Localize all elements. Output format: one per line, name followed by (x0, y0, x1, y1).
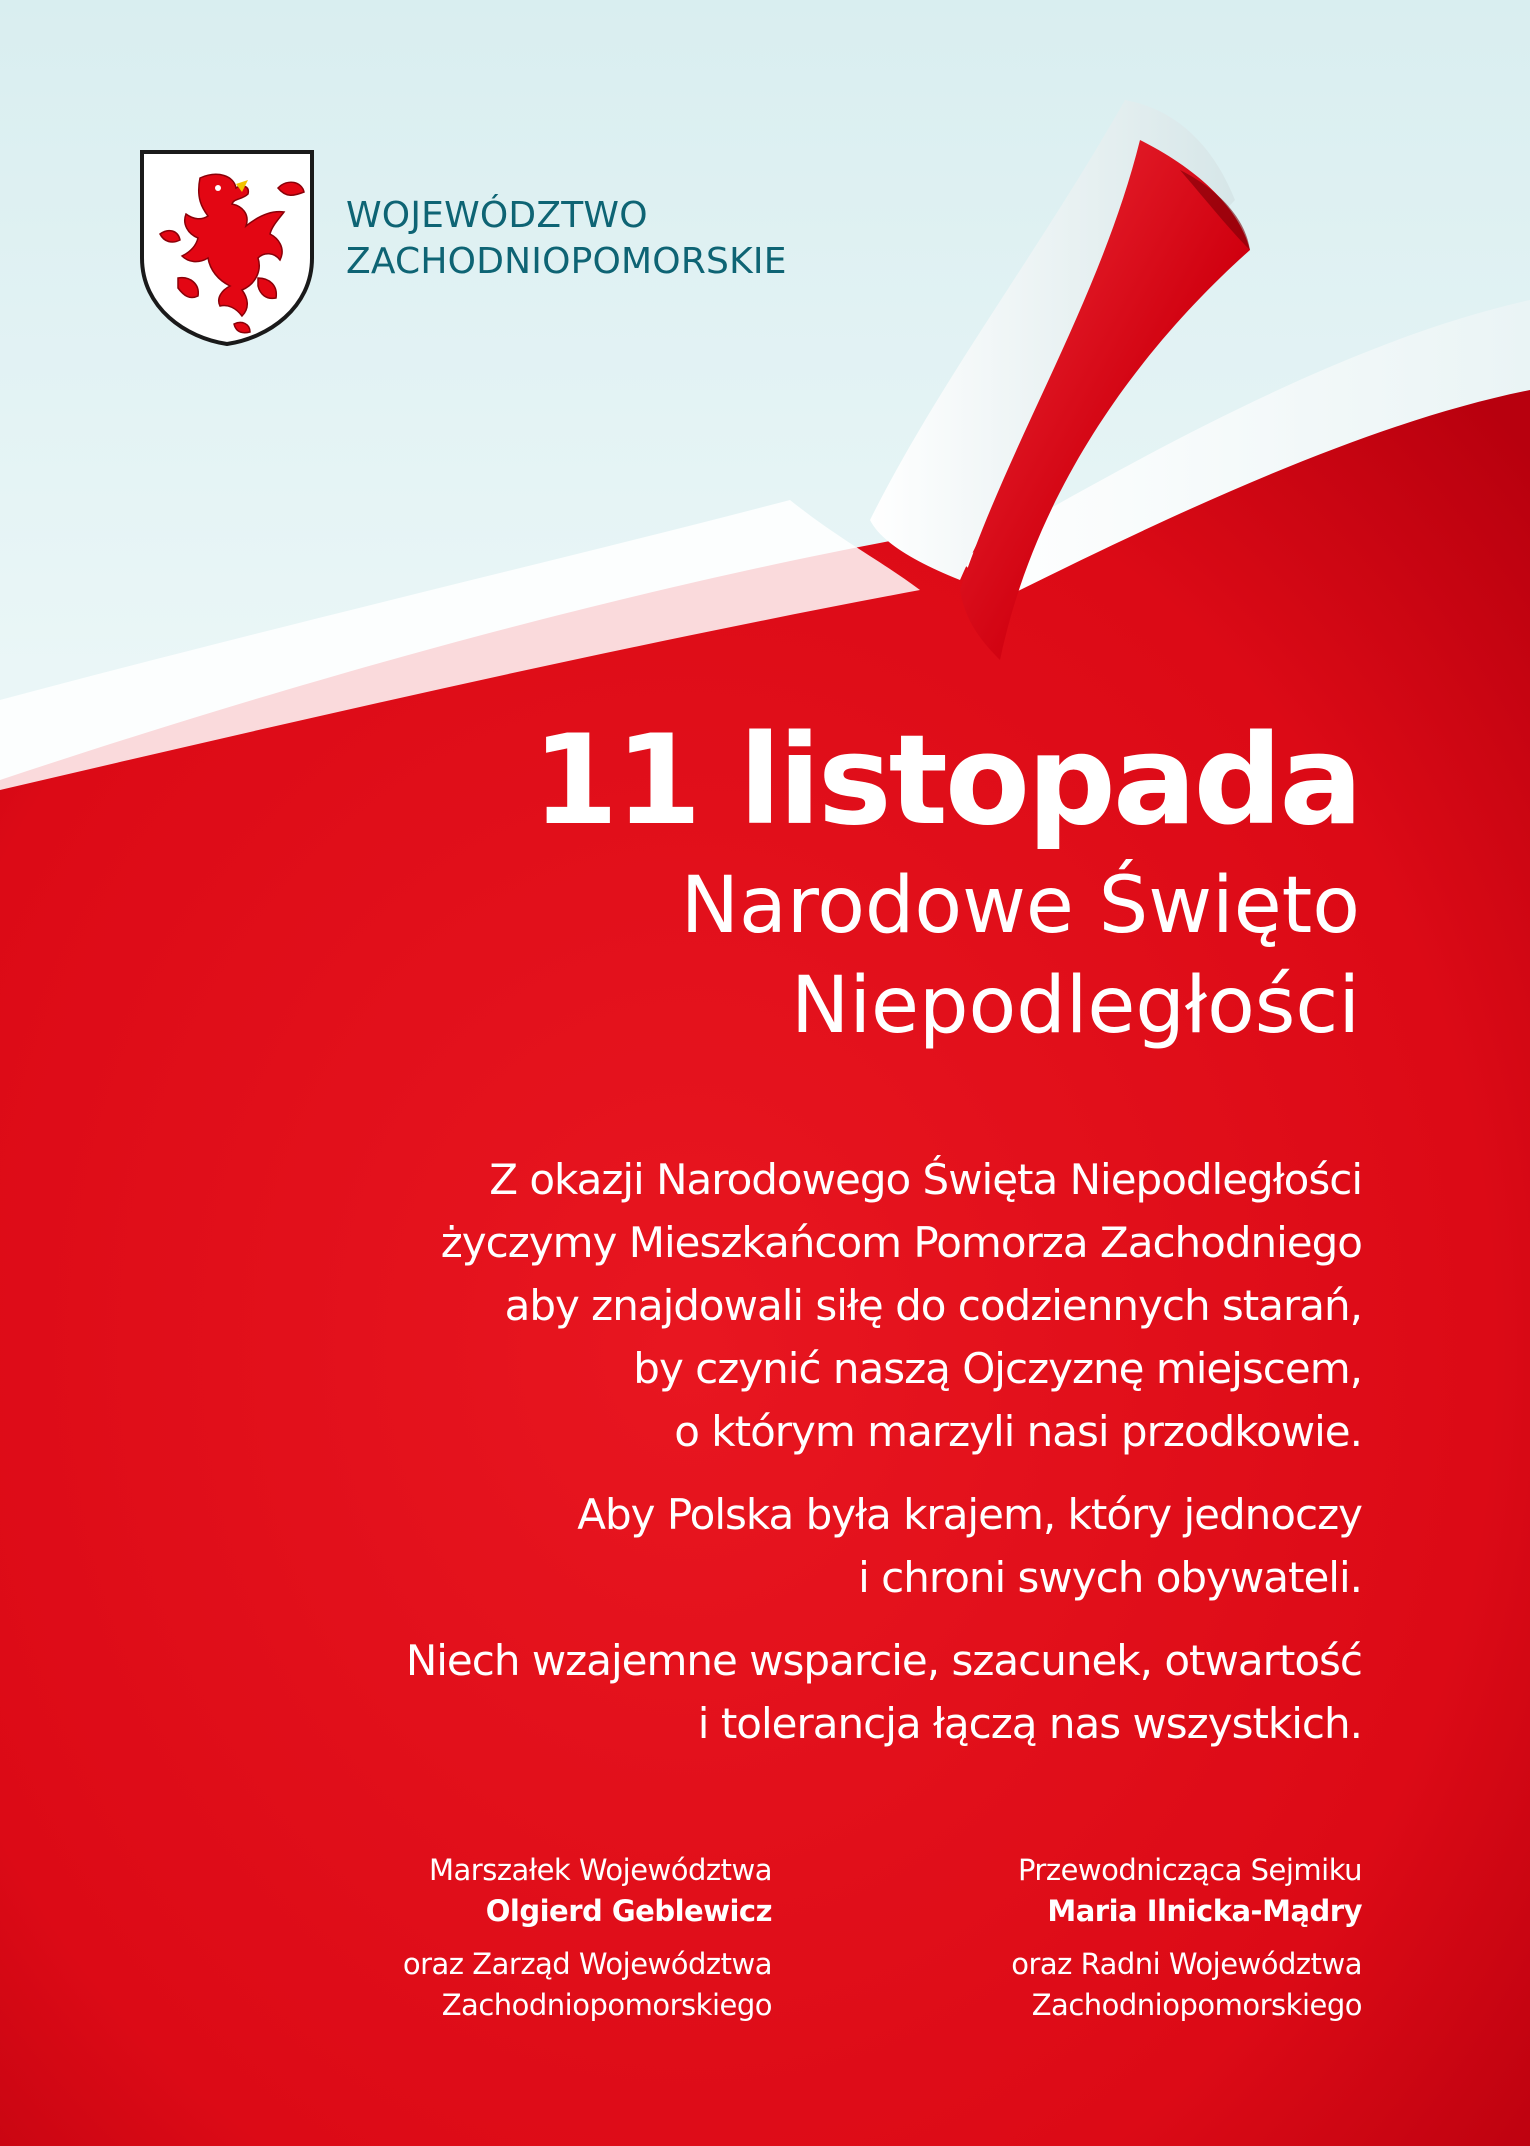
griffin-crest-icon (138, 148, 316, 348)
signature-extra: Zachodniopomorskiego (441, 1988, 772, 2022)
signature-title: Marszałek Województwa (429, 1853, 772, 1887)
wishes-line: aby znajdowali siłę do codziennych starań, (504, 1281, 1362, 1330)
wishes-line: o którym marzyli nasi przodkowie. (674, 1407, 1362, 1456)
region-name-line2: ZACHODNIOPOMORSKIE (346, 241, 787, 282)
signature-chairwoman (1011, 1850, 1362, 2026)
signature-title: Przewodnicząca Sejmiku (1017, 1853, 1362, 1887)
wishes-text (406, 1148, 1362, 1775)
headline (532, 706, 1360, 1056)
wishes-line: Niech wzajemne wsparcie, szacunek, otwartość (405, 1636, 1362, 1685)
signature-extra: oraz Zarząd Województwa (402, 1947, 772, 1981)
holiday-name-line2: Niepodległości (790, 961, 1360, 1051)
signature-name: Maria Ilnicka-Mądry (1047, 1894, 1362, 1928)
wishes-paragraph-1 (406, 1148, 1362, 1463)
wishes-line: Z okazji Narodowego Święta Niepodległości (489, 1155, 1362, 1204)
signature-marshal (403, 1850, 772, 2026)
wishes-line: Aby Polska była krajem, który jednoczy (577, 1490, 1362, 1539)
wishes-line: i chroni swych obywateli. (858, 1553, 1362, 1602)
holiday-name-line1: Narodowe Święto (680, 861, 1360, 951)
wishes-line: i tolerancja łączą nas wszystkich. (697, 1699, 1362, 1748)
signature-name: Olgierd Geblewicz (485, 1894, 772, 1928)
wishes-paragraph-3 (406, 1629, 1362, 1755)
region-name-line1: WOJEWÓDZTWO (346, 195, 648, 236)
region-logo (138, 148, 787, 348)
signature-extra: oraz Radni Województwa (1011, 1947, 1362, 1981)
wishes-line: by czynić naszą Ojczyznę miejscem, (633, 1344, 1362, 1393)
signature-extra: Zachodniopomorskiego (1031, 1988, 1362, 2022)
headline-date: 11 listopada (532, 709, 1360, 853)
region-name (346, 193, 787, 285)
wishes-line: życzymy Mieszkańcom Pomorza Zachodniego (440, 1218, 1362, 1267)
wishes-paragraph-2 (406, 1483, 1362, 1609)
